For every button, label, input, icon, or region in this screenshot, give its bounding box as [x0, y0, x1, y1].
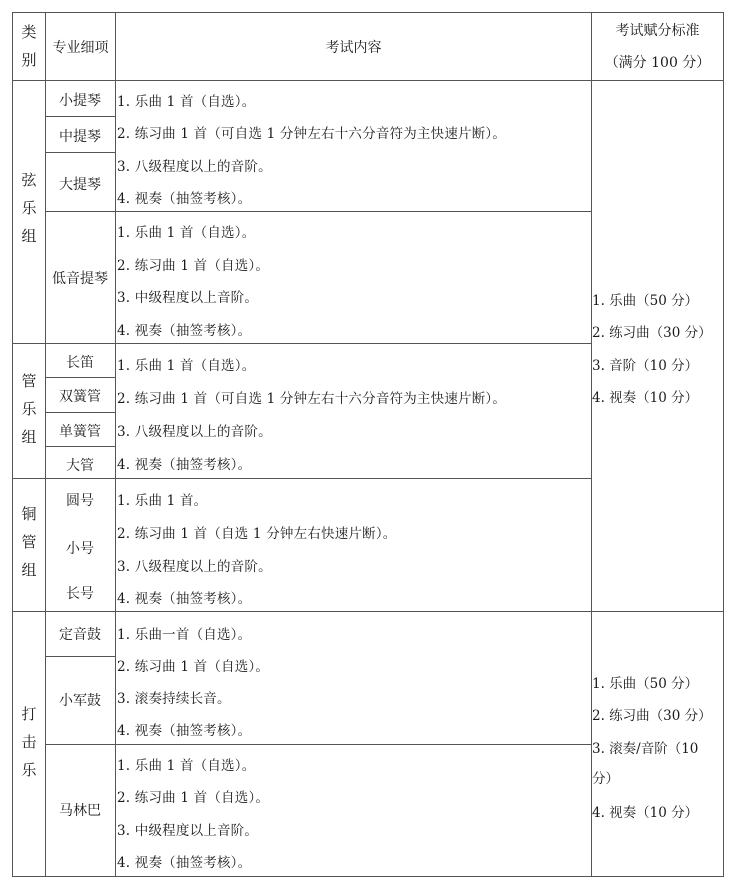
content-item: 3. 滚奏持续长音。 — [117, 691, 231, 707]
content-item: 4. 视奏（抽签考核）。 — [117, 191, 252, 207]
subject-flute: 长笛 — [66, 355, 94, 371]
header-divider — [12, 80, 724, 81]
row-divider — [45, 656, 115, 657]
row-divider — [45, 211, 591, 212]
subject-timpani: 定音鼓 — [59, 627, 101, 643]
row-divider — [45, 152, 115, 153]
content-item: 4. 视奏（抽签考核）。 — [117, 855, 252, 871]
group-divider-strings — [12, 343, 591, 344]
subject-marimba: 马林巴 — [59, 803, 101, 819]
subject-snare-drum: 小军鼓 — [59, 693, 101, 709]
content-item: 4. 视奏（抽签考核）。 — [117, 457, 252, 473]
content-item: 4. 视奏（抽签考核）。 — [117, 723, 252, 739]
content-item: 1. 乐曲一首（自选）。 — [117, 627, 252, 643]
row-divider — [45, 412, 115, 413]
score-item: 3. 滚奏/音阶（10 — [592, 741, 699, 757]
header-subject: 专业细项 — [52, 40, 109, 56]
group-label-strings: 弦乐组 — [21, 171, 37, 245]
content-item: 3. 中级程度以上音阶。 — [117, 290, 259, 306]
group-divider-brass — [12, 611, 724, 612]
content-item: 1. 乐曲 1 首（自选）。 — [117, 94, 256, 110]
subject-trumpet: 小号 — [66, 541, 94, 557]
subject-violin: 小提琴 — [59, 93, 101, 109]
subject-trombone: 长号 — [66, 586, 94, 602]
header-content: 考试内容 — [325, 40, 382, 56]
content-item: 1. 乐曲 1 首（自选）。 — [117, 758, 256, 774]
group-label-brass: 铜管组 — [21, 505, 37, 579]
subject-bassoon: 大管 — [66, 458, 94, 474]
table-border-bottom — [12, 876, 724, 877]
score-item: 4. 视奏（10 分） — [592, 805, 699, 821]
subject-viola: 中提琴 — [59, 129, 101, 145]
group-label-percussion: 打击乐 — [21, 705, 37, 779]
subject-oboe: 双簧管 — [59, 389, 101, 405]
content-item: 3. 中级程度以上音阶。 — [117, 823, 259, 839]
subject-clarinet: 单簧管 — [59, 424, 101, 440]
content-item: 3. 八级程度以上的音阶。 — [117, 424, 272, 440]
row-divider — [45, 744, 591, 745]
content-item: 2. 练习曲 1 首（自选）。 — [117, 659, 270, 675]
score-item: 1. 乐曲（50 分） — [592, 676, 699, 692]
content-item: 2. 练习曲 1 首（自选 1 分钟左右快速片断）。 — [117, 526, 397, 542]
table-border-right — [723, 12, 724, 877]
subject-double-bass: 低音提琴 — [52, 271, 108, 287]
row-divider — [45, 377, 115, 378]
header-category — [13, 18, 45, 74]
score-item: 1. 乐曲（50 分） — [592, 293, 699, 309]
score-item: 2. 练习曲（30 分） — [592, 325, 712, 341]
content-item: 3. 八级程度以上的音阶。 — [117, 559, 272, 575]
header-category-text: 类别 — [21, 23, 37, 69]
score-item: 2. 练习曲（30 分） — [592, 708, 712, 724]
row-divider — [45, 446, 115, 447]
table-border-top — [12, 12, 724, 13]
score-item: 4. 视奏（10 分） — [592, 390, 699, 406]
subject-cello: 大提琴 — [59, 177, 101, 193]
content-item: 1. 乐曲 1 首（自选）。 — [117, 358, 256, 374]
header-score-line1: 考试赋分标准 — [615, 23, 700, 39]
header-score-line2: （满分 100 分） — [604, 55, 711, 71]
col-divider-2 — [115, 12, 116, 877]
content-item: 2. 练习曲 1 首（自选）。 — [117, 258, 270, 274]
group-label-woodwind: 管乐组 — [21, 372, 37, 446]
content-item: 2. 练习曲 1 首（自选）。 — [117, 790, 270, 806]
group-divider-woodwind — [12, 478, 591, 479]
score-item: 分） — [592, 771, 619, 787]
subject-horn: 圆号 — [66, 493, 94, 509]
content-item: 1. 乐曲 1 首（自选）。 — [117, 225, 256, 241]
content-item: 2. 练习曲 1 首（可自选 1 分钟左右十六分音符为主快速片断）。 — [117, 126, 507, 142]
content-item: 4. 视奏（抽签考核）。 — [117, 591, 252, 607]
row-divider — [45, 116, 115, 117]
content-item: 4. 视奏（抽签考核）。 — [117, 323, 252, 339]
score-item: 3. 音阶（10 分） — [592, 358, 699, 374]
content-item: 3. 八级程度以上的音阶。 — [117, 159, 272, 175]
content-item: 2. 练习曲 1 首（可自选 1 分钟左右十六分音符为主快速片断）。 — [117, 391, 507, 407]
content-item: 1. 乐曲 1 首。 — [117, 493, 208, 509]
